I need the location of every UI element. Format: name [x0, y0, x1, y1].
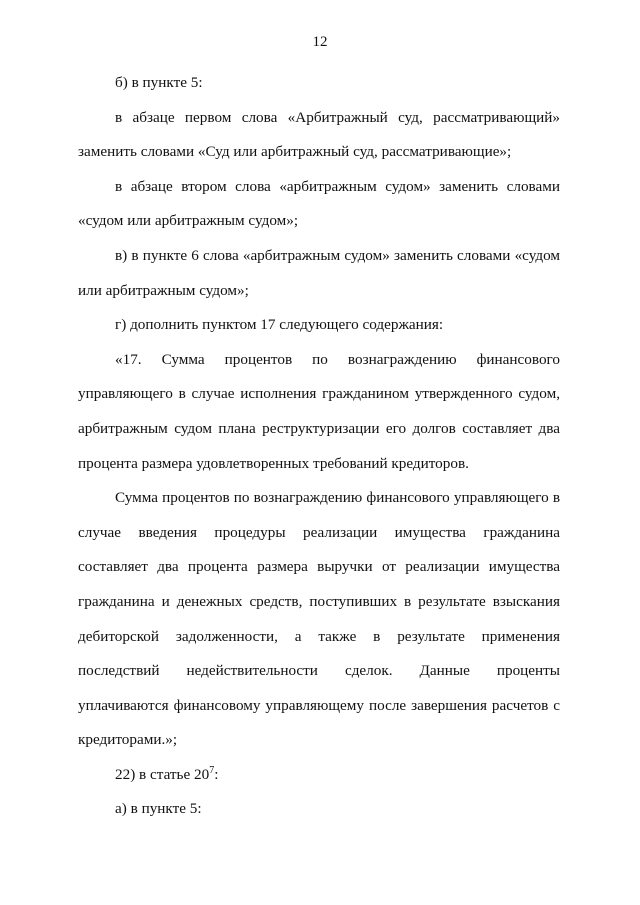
paragraph-item-17-text: «17. Сумма процентов по вознаграждению финансового управляющего в случае исполнения гражданином утвержденного судом, арбитражным судом плана реструктуризации его долгов составляет два процента размера удовлетворенных требований кредиторов.	[78, 350, 560, 472]
paragraph-item-17-second: Сумма процентов по вознаграждению финансового управляющего в случае введения процедуры реализации имущества гражданина составляет два процента размера выручки от реализации имущества гражданина и денежных средств, поступивших в результате взыскания дебиторской задолженности, а также в результате применения последствий недействительности сделок. Данные проценты уплачиваются финансовому управляющему после завершения расчетов с кредиторами.»;	[78, 489, 560, 749]
paragraph-a-item-5: а) в пункте 5:	[115, 800, 202, 818]
paragraph-g-add-item-17: г) дополнить пунктом 17 следующего содержания:	[115, 316, 444, 334]
article-ref-text: 22) в статье 20	[115, 765, 210, 783]
paragraph-22-article	[78, 758, 560, 793]
document-body	[78, 66, 560, 827]
paragraph-first-abzac: в абзаце первом слова «Арбитражный суд, рассматривающий» заменить словами «Суд или арбитражный суд, рассматривающие»;	[78, 108, 560, 161]
page-number: 12	[312, 34, 328, 50]
paragraph-v-item-6: в) в пункте 6 слова «арбитражным судом» заменить словами «судом или арбитражным судом»;	[78, 246, 560, 299]
article-ref-colon: :	[214, 765, 219, 783]
paragraph-b-item-5: б) в пункте 5:	[115, 74, 203, 91]
paragraph-second-abzac: в абзаце втором слова «арбитражным судом» заменить словами «судом или арбитражным судом»;	[78, 177, 560, 230]
article-superscript: 7	[209, 764, 215, 776]
